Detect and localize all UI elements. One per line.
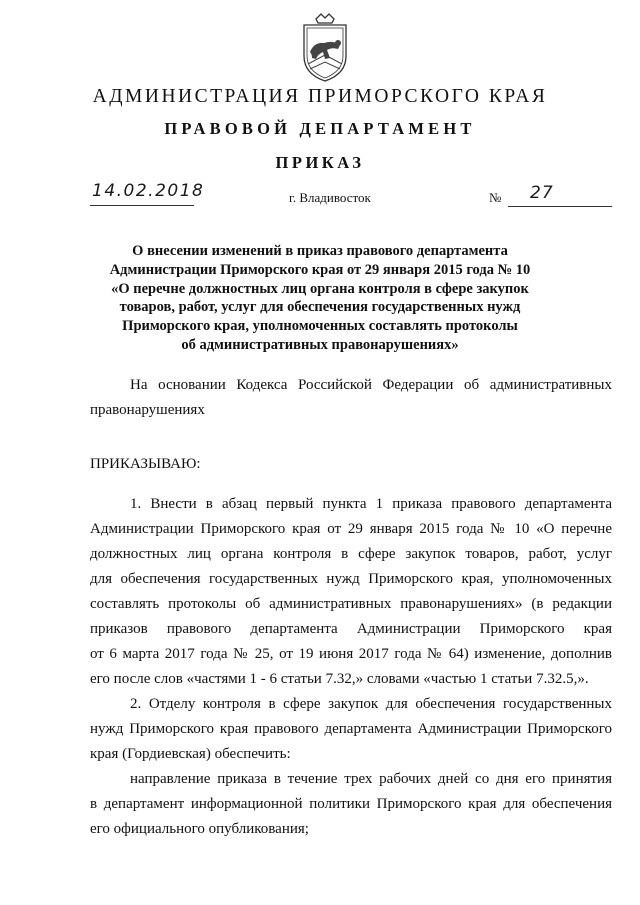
subject-line: товаров, работ, услуг для обеспечения государственных нужд (119, 299, 521, 316)
subject-line: «О перечне должностных лиц органа контроля в сфере закупок (111, 280, 529, 297)
number-label: № (489, 190, 502, 205)
administration-title: АДМИНИСТРАЦИЯ ПРИМОРСКОГО КРАЯ (92, 86, 548, 107)
body-line: правонарушениях (90, 402, 205, 418)
body-line: края (Гордиевская) обеспечить: (90, 746, 291, 762)
body-line: в департамент информационной политики Приморского края для обеспечения (90, 796, 612, 812)
body-line: приказов правового департамента Администрации Приморского края (90, 621, 612, 637)
body-line: его после слов «частями 1 - 6 статьи 7.32,» словами «частью 1 статьи 7.32.5,». (90, 671, 589, 687)
body-line: от 6 марта 2017 года № 25, от 19 июня 2017 года № 64) изменение, дополнив (90, 646, 612, 662)
document-type-title: ПРИКАЗ (275, 153, 365, 172)
body-line: для обеспечения государственных нужд Приморского края, уполномоченных (90, 571, 612, 587)
body-line: составлять протоколы об административных правонарушениях» (в редакции (90, 596, 612, 612)
document-number: 27 (530, 183, 554, 203)
body-line: нужд Приморского края правового департамента Администрации Приморского (90, 721, 612, 737)
body-line: его официального опубликования; (90, 821, 309, 837)
subject-line: об административных правонарушениях» (181, 336, 459, 353)
body-line: Администрации Приморского края от 29 января 2015 года № 10 «О перечне (90, 521, 612, 537)
subject-line: Администрации Приморского края от 29 января 2015 года № 10 (109, 261, 531, 278)
document-city: г. Владивосток (289, 190, 371, 205)
body-line: На основании Кодекса Российской Федерации об административных (130, 377, 612, 393)
order-keyword: ПРИКАЗЫВАЮ: (90, 456, 201, 472)
document-date: 14.02.2018 (92, 181, 205, 201)
department-title: ПРАВОВОЙ ДЕПАРТАМЕНТ (164, 119, 476, 138)
subject-line: Приморского края, уполномоченных составлять протоколы (122, 318, 518, 335)
subject-line: О внесении изменений в приказ правового департамента (132, 243, 508, 259)
body-line: 2. Отделу контроля в сфере закупок для обеспечения государственных (130, 696, 612, 712)
body-line: 1. Внести в абзац первый пункта 1 приказа правового департамента (130, 496, 612, 512)
body-line: направление приказа в течение трех рабочих дней со дня его принятия (130, 771, 612, 787)
body-line: должностных лиц органа контроля в сфере закупок товаров, работ, услуг (90, 546, 612, 562)
